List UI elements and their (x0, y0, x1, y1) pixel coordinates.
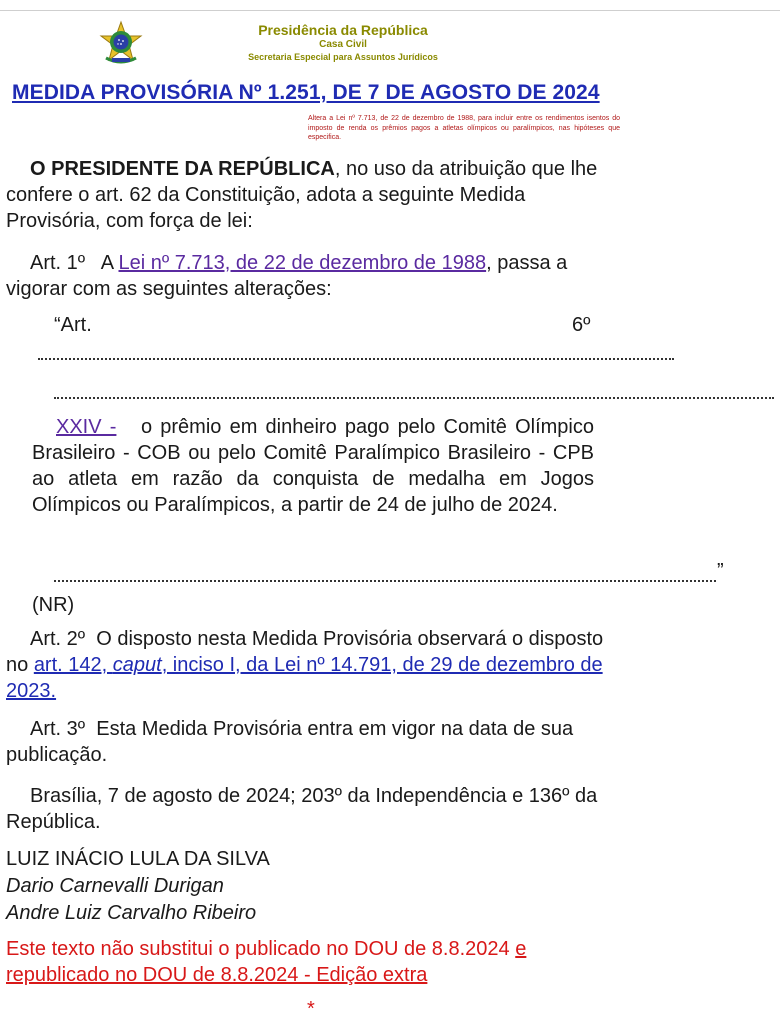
law-14791-link-part1: art. 142, (33, 654, 113, 676)
ementa: Altera a Lei nº 7.713, de 22 de dezembro de 1988, para incluir entre os rendimentos isentos do imposto de renda os prêmios pagos a atletas olímpicos ou paralímpicos, nas hipóteses que especifica. (308, 115, 620, 141)
inciso-xxiv (32, 414, 594, 518)
preamble-president: O PRESIDENTE DA REPÚBLICA (30, 158, 335, 180)
art1-prefix: A (100, 252, 113, 274)
signature-minister-2: Andre Luiz Carvalho Ribeiro (6, 902, 257, 924)
publication-notice (6, 936, 626, 988)
dou-republication-link[interactable]: republicado no DOU de 8.8.2024 - Edição extra (6, 964, 428, 986)
article-1 (6, 250, 620, 302)
quote-close: ” (717, 560, 724, 582)
closing-text: Brasília, 7 de agosto de 2024; 203º da Independência e 136º da República. (6, 785, 598, 833)
top-divider (0, 10, 780, 11)
header-secretariat: Secretaria Especial para Assuntos Jurídicos (248, 52, 438, 62)
article-3 (6, 716, 620, 768)
art3-text: Esta Medida Provisória entra em vigor na data de sua publicação. (6, 718, 574, 766)
dou-link-1[interactable]: e (515, 938, 527, 960)
quote-head (54, 312, 614, 338)
inciso-xxiv-text: o prêmio em dinheiro pago pelo Comitê Olímpico Brasileiro - COB ou pelo Comitê Paralímpico Brasileiro - CPB ao atleta em razão da conquista de medalha em Jogos Olímpicos ou Paralímpicos, a partir de 24 de julho de 2024. (32, 416, 594, 516)
art1-text: , passa a vigorar com as seguintes alterações: (6, 252, 568, 300)
law-14791-link-caput: caput (112, 654, 162, 676)
quote-article-number: 6º (572, 314, 591, 336)
art3-label: Art. 3º (30, 718, 86, 740)
brazil-coat-of-arms-icon (98, 20, 144, 66)
nr-marker: (NR) (32, 594, 75, 616)
article-2 (6, 626, 620, 704)
ellipsis-line-1 (38, 356, 674, 360)
ellipsis-line-2 (54, 395, 774, 399)
header-presidency: Presidência da República (258, 22, 428, 38)
closing-place-date (6, 783, 620, 835)
inciso-xxiv-link[interactable]: XXIV - (56, 416, 117, 438)
preamble (6, 156, 620, 234)
law-14791-link-part2: , inciso I, da Lei nº 14.791, de 29 de dezembro de 2023. (6, 654, 603, 702)
signature-president: LUIZ INÁCIO LULA DA SILVA (6, 848, 270, 870)
header-casa-civil: Casa Civil (319, 39, 367, 50)
page-title[interactable]: MEDIDA PROVISÓRIA Nº 1.251, DE 7 DE AGOSTO DE 2024 (12, 81, 600, 104)
asterisk-mark: * (307, 998, 315, 1020)
ellipsis-line-3 (54, 578, 716, 582)
law-14791-link[interactable] (6, 654, 603, 702)
notice-text: Este texto não substitui o publicado no DOU de 8.8.2024 (6, 938, 510, 960)
art2-text: O disposto nesta Medida Provisória observará o disposto no (6, 628, 604, 676)
law-7713-link[interactable]: Lei nº 7.713, de 22 de dezembro de 1988 (118, 252, 487, 274)
quote-open: “Art. (54, 314, 92, 336)
signature-minister-1: Dario Carnevalli Durigan (6, 875, 224, 897)
issuer-header (212, 22, 474, 63)
preamble-text: , no uso da atribuição que lhe confere o art. 62 da Constituição, adota a seguinte Medida Provisória, com força de lei: (6, 158, 598, 232)
art2-label: Art. 2º (30, 628, 86, 650)
art1-label: Art. 1º (30, 252, 86, 274)
